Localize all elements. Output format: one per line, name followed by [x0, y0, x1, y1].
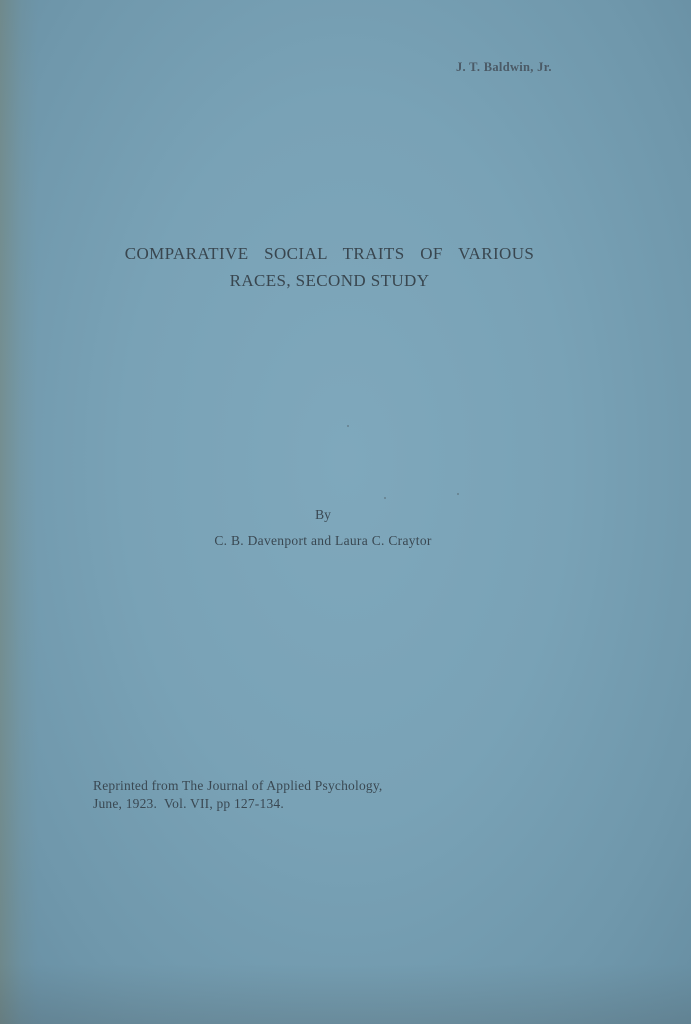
paper-speck — [347, 425, 349, 427]
document-title — [0, 240, 659, 294]
reprint-notice — [93, 777, 383, 813]
title-line-2: RACES, SECOND STUDY — [229, 271, 430, 290]
aged-bottom-edge — [0, 964, 691, 1024]
reprint-citation-line: June, 1923. Vol. VII, pp 127-134. — [93, 796, 284, 811]
title-line-1: COMPARATIVE SOCIAL TRAITS OF VARIOUS — [124, 244, 535, 263]
paper-speck — [384, 497, 386, 499]
paper-speck — [457, 493, 459, 495]
by-label: By — [315, 507, 331, 522]
reprint-source-line: Reprinted from The Journal of Applied Psychology, — [93, 778, 383, 793]
authors: C. B. Davenport and Laura C. Craytor — [214, 533, 432, 548]
owner-name-stamp: J. T. Baldwin, Jr. — [456, 60, 552, 74]
